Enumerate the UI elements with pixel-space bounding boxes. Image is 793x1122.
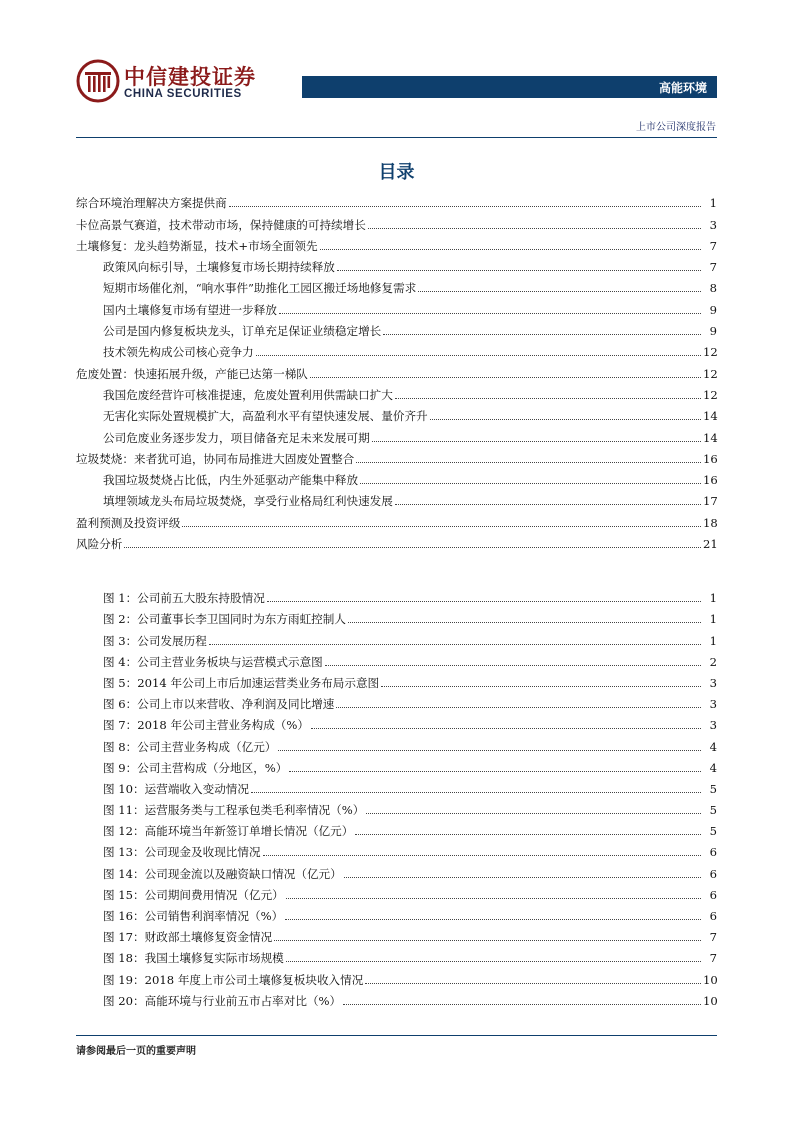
toc-entry[interactable] [76, 317, 717, 338]
figure-entry-title: 图 9：公司主营构成（分地区，%） [103, 760, 288, 775]
page-number: 8 [709, 281, 717, 296]
toc-entry[interactable] [76, 423, 717, 444]
figure-entry[interactable] [76, 648, 717, 669]
toc-entry-title: 政策风向标引导，土壤修复市场长期持续释放 [103, 260, 335, 275]
toc-entry[interactable] [76, 530, 717, 551]
dot-leader [366, 813, 701, 814]
page-number: 6 [709, 845, 717, 860]
figure-entry-title: 图 5：2014 年公司上市后加速运营类业务布局示意图 [103, 675, 380, 690]
toc-entry[interactable] [76, 295, 717, 316]
page-number: 3 [709, 217, 717, 232]
dot-leader [320, 249, 701, 250]
dot-leader [124, 547, 701, 548]
figure-entry-title: 图 14：公司现金流以及融资缺口情况（亿元） [103, 866, 342, 881]
toc-entry-title: 短期市场催化剂，“响水事件”助推化工园区搬迁场地修复需求 [103, 281, 417, 296]
dot-leader [355, 834, 701, 835]
footer-divider [76, 1035, 717, 1036]
figure-entry[interactable] [76, 859, 717, 880]
figure-entry[interactable] [76, 584, 717, 605]
dot-leader [209, 644, 701, 645]
figure-entry[interactable] [76, 796, 717, 817]
page-number: 6 [709, 887, 717, 902]
figure-entry-title: 图 19：2018 年度上市公司土壤修复板块收入情况 [103, 972, 364, 987]
page-number: 9 [709, 302, 717, 317]
toc-entry-title: 综合环境治理解决方案提供商 [76, 196, 227, 211]
figure-entry-title: 图 1：公司前五大股东持股情况 [103, 591, 265, 606]
figure-entry[interactable] [76, 754, 717, 775]
page-number: 7 [709, 930, 717, 945]
page-number: 5 [709, 803, 717, 818]
toc-entry[interactable] [76, 253, 717, 274]
dot-leader [286, 898, 701, 899]
figure-entry-title: 图 2：公司董事长李卫国同时为东方雨虹控制人 [103, 612, 346, 627]
logo-chinese-name: 中信建投证券 [124, 65, 256, 89]
page-number: 6 [709, 909, 717, 923]
page-number: 16 [703, 473, 718, 488]
dot-leader [337, 270, 701, 271]
toc-entry[interactable] [76, 189, 717, 210]
dot-leader [182, 526, 701, 527]
page-number: 4 [709, 739, 717, 754]
figure-entry-title: 图 13：公司现金及收现比情况 [103, 845, 261, 860]
table-of-contents [76, 189, 717, 551]
toc-entry-title: 技术领先构成公司核心竞争力 [103, 345, 254, 360]
dot-leader [285, 919, 701, 920]
figure-entry-title: 图 7：2018 年公司主营业务构成（%） [103, 718, 309, 733]
dot-leader [383, 334, 701, 335]
figure-entry-title: 图 3：公司发展历程 [103, 633, 207, 648]
page-number: 14 [703, 409, 718, 424]
figure-entry[interactable] [76, 690, 717, 711]
dot-leader [267, 601, 701, 602]
page-number: 1 [709, 633, 717, 648]
figure-entry-title: 图 6：公司上市以来营收、净利润及同比增速 [103, 697, 335, 712]
toc-entry-title: 危废处置：快速拓展升级，产能已达第一梯队 [76, 366, 308, 381]
page-number: 6 [709, 866, 717, 881]
page-number: 7 [709, 238, 717, 253]
dot-leader [279, 313, 701, 314]
report-type-label: 上市公司深度报告 [636, 122, 716, 133]
toc-entry-title: 填埋领域龙头布局垃圾焚烧，享受行业格局红利快速发展 [103, 494, 393, 509]
page-number: 5 [709, 781, 717, 796]
figure-index [76, 584, 717, 1008]
figure-entry-title: 图 18：我国土壤修复实际市场规模 [103, 951, 284, 966]
page-number: 1 [709, 612, 717, 627]
dot-leader [343, 1004, 701, 1005]
toc-entry[interactable] [76, 487, 717, 508]
dot-leader [344, 877, 701, 878]
toc-entry[interactable] [76, 359, 717, 380]
page-number: 16 [703, 451, 718, 466]
dot-leader [311, 728, 701, 729]
page-number: 5 [709, 824, 717, 839]
dot-leader [372, 441, 701, 442]
dot-leader [229, 206, 701, 207]
figure-entry-title: 图 11：运营服务类与工程承包类毛利率情况（%） [103, 803, 365, 818]
dot-leader [348, 622, 701, 623]
dot-leader [263, 855, 701, 856]
dot-leader [368, 228, 701, 229]
figure-entry[interactable] [76, 923, 717, 944]
toc-entry-title: 我国垃圾焚烧占比低，内生外延驱动产能集中释放 [103, 473, 359, 488]
figure-entry-title: 图 10：运营端收入变动情况 [103, 781, 249, 796]
toc-entry[interactable] [76, 232, 717, 253]
figure-entry[interactable] [76, 838, 717, 859]
figure-entry[interactable] [76, 605, 717, 626]
toc-entry-title: 盈利预测及投资评级 [76, 515, 181, 530]
page-number: 7 [709, 951, 717, 966]
toc-entry-title: 无害化实际处置规模扩大，高盈利水平有望快速发展、量价齐升 [103, 409, 428, 424]
figure-entry-title: 图 8：公司主营业务构成（亿元） [103, 739, 277, 754]
figure-entry[interactable] [76, 987, 717, 1008]
toc-entry[interactable] [76, 466, 717, 487]
header-banner [302, 76, 717, 98]
figure-entry[interactable] [76, 775, 717, 796]
toc-entry-title: 土壤修复：龙头趋势渐显，技术+市场全面领先 [76, 238, 318, 253]
figure-entry-title: 图 12：高能环境当年新签订单增长情况（亿元） [103, 824, 354, 839]
toc-entry-title: 公司是国内修复板块龙头，订单充足保证业绩稳定增长 [103, 324, 382, 339]
toc-entry[interactable] [76, 338, 717, 359]
figure-entry-title: 图 4：公司主营业务板块与运营模式示意图 [103, 654, 323, 669]
dot-leader [286, 961, 701, 962]
dot-leader [365, 983, 701, 984]
figure-entry[interactable] [76, 626, 717, 647]
page-number: 3 [709, 697, 717, 712]
page-number: 2 [709, 654, 717, 669]
toc-entry-title: 垃圾焚烧：来者犹可追，协同布局推进大固废处置整合 [76, 451, 355, 466]
figure-entry-title: 图 16：公司销售利润率情况（%） [103, 909, 284, 923]
page-number: 12 [703, 345, 718, 360]
toc-entry[interactable] [76, 508, 717, 529]
page-number: 1 [709, 196, 717, 211]
dot-leader [256, 355, 701, 356]
dot-leader [274, 940, 701, 941]
dot-leader [381, 686, 701, 687]
page-number: 10 [703, 972, 718, 987]
dot-leader [356, 462, 701, 463]
dot-leader [336, 707, 701, 708]
figure-entry[interactable] [76, 711, 717, 732]
page-number: 3 [709, 675, 717, 690]
dot-leader [418, 291, 701, 292]
toc-entry[interactable] [76, 402, 717, 423]
dot-leader [395, 504, 701, 505]
figure-entry[interactable] [76, 902, 717, 923]
toc-entry-title: 公司危废业务逐步发力，项目储备充足未来发展可期 [103, 430, 370, 445]
dot-leader [310, 377, 701, 378]
page-number: 4 [709, 760, 717, 775]
dot-leader [251, 792, 701, 793]
header-divider [76, 137, 717, 138]
page-number: 10 [703, 993, 718, 1008]
company-logo [76, 59, 254, 103]
banner-company-label: 高能环境 [658, 81, 707, 95]
figure-entry[interactable] [76, 965, 717, 986]
toc-entry[interactable] [76, 381, 717, 402]
dot-leader [278, 750, 701, 751]
page-number: 14 [703, 430, 718, 445]
figure-entry[interactable] [76, 732, 717, 753]
page-number: 12 [703, 387, 718, 402]
figure-entry[interactable] [76, 669, 717, 690]
figure-entry[interactable] [76, 944, 717, 965]
page-number: 9 [709, 324, 717, 339]
figure-entry-title: 图 15：公司期间费用情况（亿元） [103, 887, 284, 902]
toc-entry[interactable] [76, 274, 717, 295]
page-number: 18 [703, 515, 718, 530]
toc-entry[interactable] [76, 210, 717, 231]
toc-heading: 目录 [378, 162, 415, 183]
dot-leader [289, 771, 701, 772]
china-securities-emblem-icon [76, 59, 120, 103]
page-number: 7 [709, 260, 717, 275]
page-number: 12 [703, 366, 718, 381]
figure-entry-title: 图 17：财政部土壤修复资金情况 [103, 930, 273, 945]
toc-entry[interactable] [76, 445, 717, 466]
page-number: 17 [703, 494, 718, 509]
page-number: 3 [709, 718, 717, 733]
toc-entry-title: 国内土壤修复市场有望进一步释放 [103, 302, 277, 317]
page-number: 1 [709, 591, 717, 606]
logo-english-name: CHINA SECURITIES [124, 88, 242, 100]
dot-leader [395, 398, 701, 399]
toc-entry-title: 卡位高景气赛道，技术带动市场，保持健康的可持续增长 [76, 217, 366, 232]
toc-entry-title: 风险分析 [76, 537, 123, 552]
figure-entry[interactable] [76, 817, 717, 838]
dot-leader [325, 665, 701, 666]
toc-entry-title: 我国危废经营许可核准提速，危废处置利用供需缺口扩大 [103, 387, 393, 402]
dot-leader [360, 483, 701, 484]
dot-leader [430, 419, 701, 420]
page-number: 21 [703, 537, 718, 552]
figure-entry[interactable] [76, 881, 717, 902]
footer-disclaimer: 请参阅最后一页的重要声明 [76, 1046, 196, 1057]
figure-entry-title: 图 20：高能环境与行业前五市占率对比（%） [103, 993, 342, 1008]
